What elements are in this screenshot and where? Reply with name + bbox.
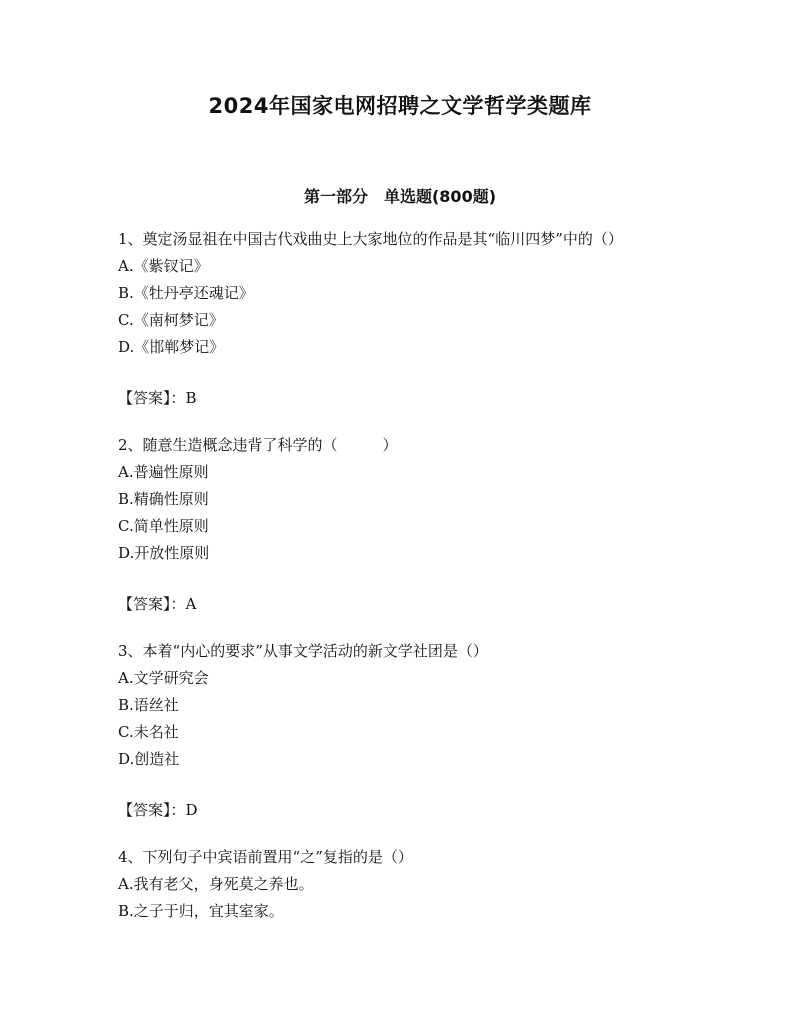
question-2 — [118, 432, 688, 618]
option-c: C.未名社 — [118, 723, 179, 741]
option-a: A.普遍性原则 — [118, 463, 209, 481]
option-b: B.之子于归，宜其室家。 — [118, 902, 284, 920]
option-d: D.创造社 — [118, 750, 180, 768]
answer-label: 【答案】：A — [118, 595, 197, 613]
document-title: 2024年国家电网招聘之文学哲学类题库 — [208, 94, 592, 118]
option-a: A.《紫钗记》 — [118, 257, 209, 275]
option-c: C.《南柯梦记》 — [118, 311, 224, 329]
option-b: B.语丝社 — [118, 696, 179, 714]
question-text: 1、奠定汤显祖在中国古代戏曲史上大家地位的作品是其“临川四梦”中的（） — [118, 230, 623, 248]
option-c: C.简单性原则 — [118, 517, 209, 535]
option-a: A.文学研究会 — [118, 669, 209, 687]
question-1 — [118, 226, 688, 412]
question-3 — [118, 638, 688, 824]
option-a: A.我有老父，身死莫之养也。 — [118, 875, 314, 893]
question-text: 2、随意生造概念违背了科学的（ ） — [118, 436, 398, 454]
question-text: 4、下列句子中宾语前置用“之”复指的是（） — [118, 848, 413, 866]
question-4 — [118, 844, 688, 925]
answer-label: 【答案】：D — [118, 801, 198, 819]
option-d: D.《邯郸梦记》 — [118, 338, 225, 356]
option-b: B.精确性原则 — [118, 490, 209, 508]
answer-label: 【答案】：B — [118, 389, 197, 407]
option-b: B.《牡丹亭还魂记》 — [118, 284, 254, 302]
question-list — [118, 226, 688, 925]
question-text: 3、本着“内心的要求”从事文学活动的新文学社团是（） — [118, 642, 488, 660]
section-heading: 第一部分 单选题(800题) — [303, 187, 497, 206]
option-d: D.开放性原则 — [118, 544, 210, 562]
